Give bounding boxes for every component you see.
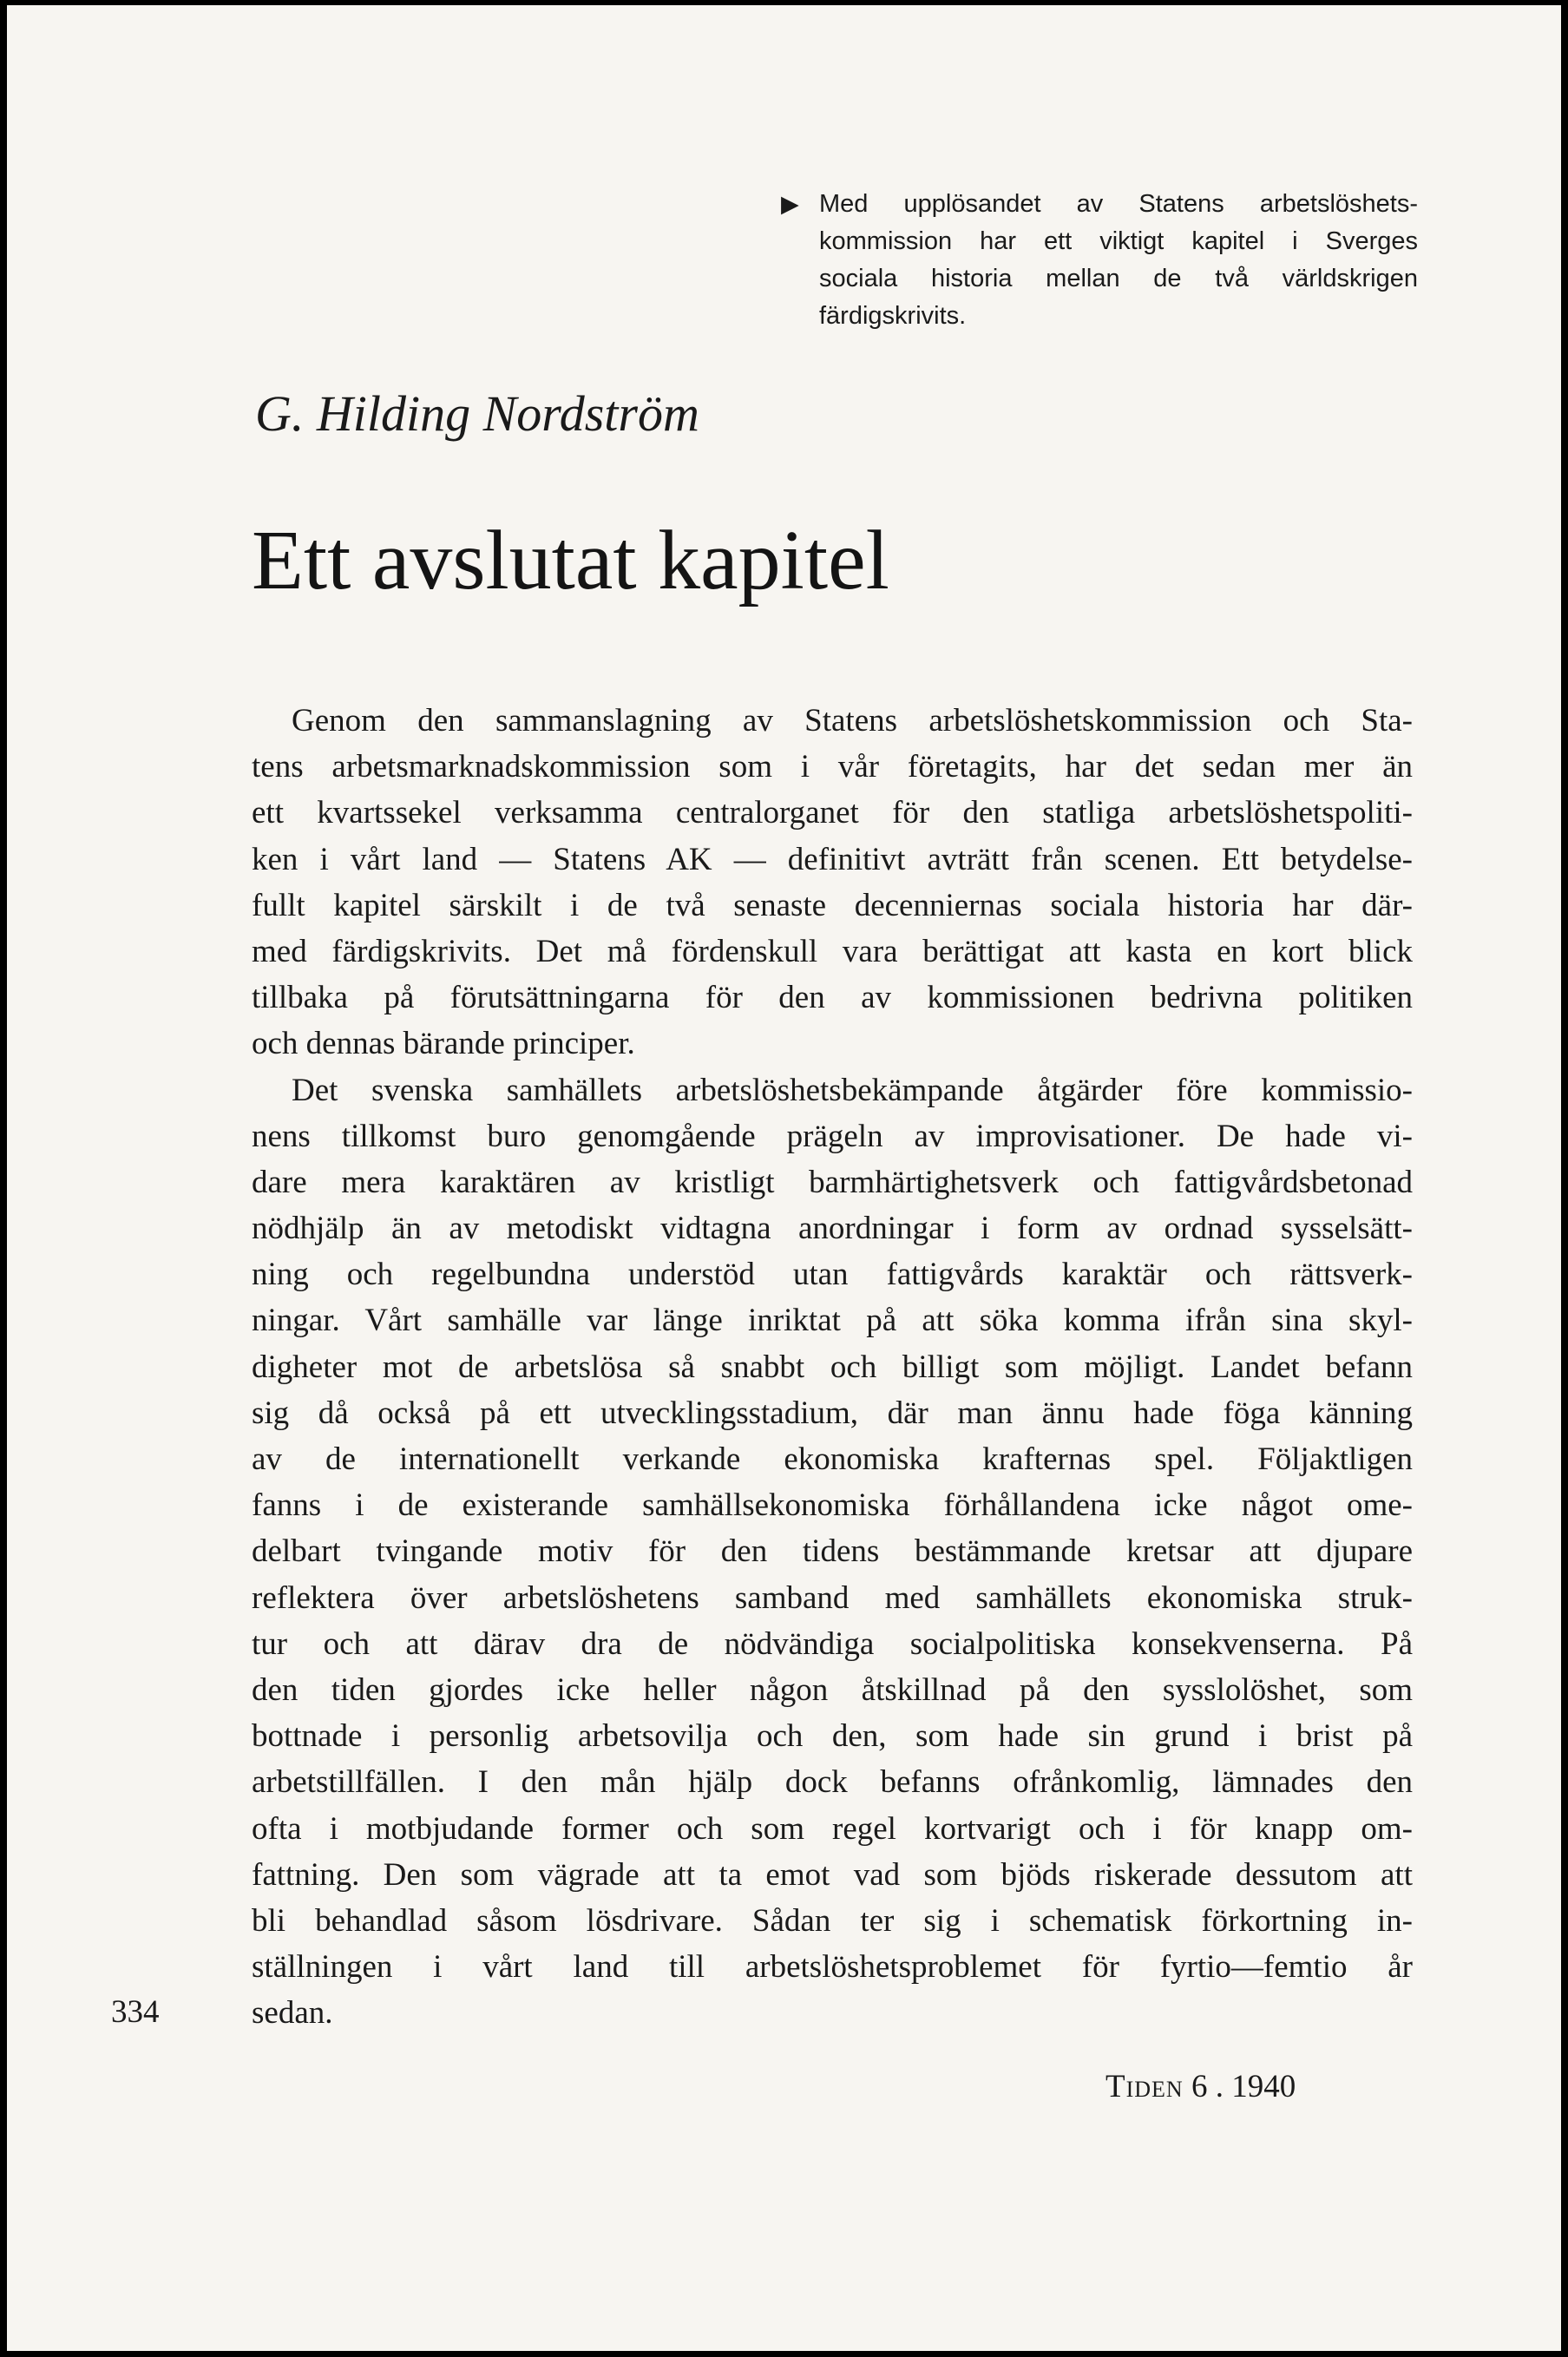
body-line: reflektera över arbetslöshetens samband med samhällets ekonomiska struk- xyxy=(252,1579,1413,1616)
intro-line: färdigskrivits. xyxy=(819,302,967,330)
body-line: fattning. Den som vägrade att ta emot vad som bjöds riskerade dessutom att xyxy=(252,1856,1413,1893)
intro-line: kommission har ett viktigt kapitel i Sverges xyxy=(819,227,1418,255)
body-line: tens arbetsmarknadskommission som i vår företagits, har det sedan mer än xyxy=(252,749,1413,785)
article-body xyxy=(252,698,1413,2036)
author-name: G. Hilding Nordström xyxy=(255,385,699,442)
journal-name: Tiden xyxy=(1105,2069,1184,2104)
paragraph-1 xyxy=(252,698,1413,1067)
article-title: Ett avslutat kapitel xyxy=(252,514,889,607)
body-line: bottnade i personlig arbetsovilja och den, som hade sin grund i brist på xyxy=(252,1718,1413,1755)
intro-line: sociala historia mellan de två världskrigen xyxy=(819,265,1418,292)
body-line: sig då också på ett utvecklingsstadium, där man ännu hade föga känning xyxy=(252,1395,1413,1431)
body-line: fullt kapitel särskilt i de två senaste decenniernas sociala historia har där- xyxy=(252,887,1413,923)
body-line: Genom den sammanslagning av Statens arbetslöshetskommission och Sta- xyxy=(292,703,1413,739)
body-line: bli behandlad såsom lösdrivare. Sådan ter sig i schematisk förkortning in- xyxy=(252,1902,1413,1939)
body-line: ning och regelbundna understöd utan fattigvårds karaktär och rättsverk- xyxy=(252,1257,1413,1293)
body-line: av de internationellt verkande ekonomiska krafternas spel. Följaktligen xyxy=(252,1441,1413,1477)
body-line: ningar. Vårt samhälle var länge inriktat på att söka komma ifrån sina skyl- xyxy=(252,1303,1413,1339)
body-line: ett kvartssekel verksamma centralorganet för den statliga arbetslöshetspoliti- xyxy=(252,795,1413,831)
body-line: nödhjälp än av metodiskt vidtagna anordningar i form av ordnad sysselsätt- xyxy=(252,1211,1413,1247)
paragraph-2 xyxy=(252,1067,1413,2037)
document-page xyxy=(7,5,1561,2351)
body-line: arbetstillfällen. I den mån hjälp dock befanns ofrånkomlig, lämnades den xyxy=(252,1764,1413,1801)
journal-footer xyxy=(1105,2065,1296,2109)
page-number: 334 xyxy=(111,1994,160,2030)
triangle-bullet-icon: ▶ xyxy=(781,191,799,217)
body-line: fanns i de existerande samhällsekonomiska förhållandena icke något ome- xyxy=(252,1487,1413,1524)
journal-issue: 6 . 1940 xyxy=(1191,2069,1296,2104)
body-line: dare mera karaktären av kristligt barmhärtighetsverk och fattigvårdsbetonad xyxy=(252,1164,1413,1200)
body-line: med färdigskrivits. Det må fördenskull vara berättigat att kasta en kort blick xyxy=(252,933,1413,969)
intro-line: Med upplösandet av Statens arbetslöshets- xyxy=(819,190,1418,218)
body-line: nens tillkomst buro genomgående prägeln av improvisationer. De hade vi- xyxy=(252,1118,1413,1154)
body-line: delbart tvingande motiv för den tidens bestämmande kretsar att djupare xyxy=(252,1533,1413,1570)
body-line: ken i vårt land — Statens AK — definitivt avträtt från scenen. Ett betydelse- xyxy=(252,841,1413,877)
body-line: och dennas bärande principer. xyxy=(252,1026,635,1062)
body-line: tillbaka på förutsättningarna för den av kommissionen bedrivna politiken xyxy=(252,980,1413,1016)
intro-blurb xyxy=(781,186,1418,335)
body-line: ofta i motbjudande former och som regel kortvarigt och i för knapp om- xyxy=(252,1810,1413,1847)
body-line: den tiden gjordes icke heller någon åtskillnad på den sysslolöshet, som xyxy=(252,1671,1413,1708)
body-line: sedan. xyxy=(252,1995,333,2032)
body-line: tur och att därav dra de nödvändiga socialpolitiska konsekvenserna. På xyxy=(252,1625,1413,1662)
body-line: Det svenska samhällets arbetslöshetsbekämpande åtgärder före kommissio- xyxy=(292,1072,1413,1108)
body-line: ställningen i vårt land till arbetslöshetsproblemet för fyrtio—femtio år xyxy=(252,1949,1413,1986)
body-line: digheter mot de arbetslösa så snabbt och billigt som möjligt. Landet befann xyxy=(252,1349,1413,1385)
